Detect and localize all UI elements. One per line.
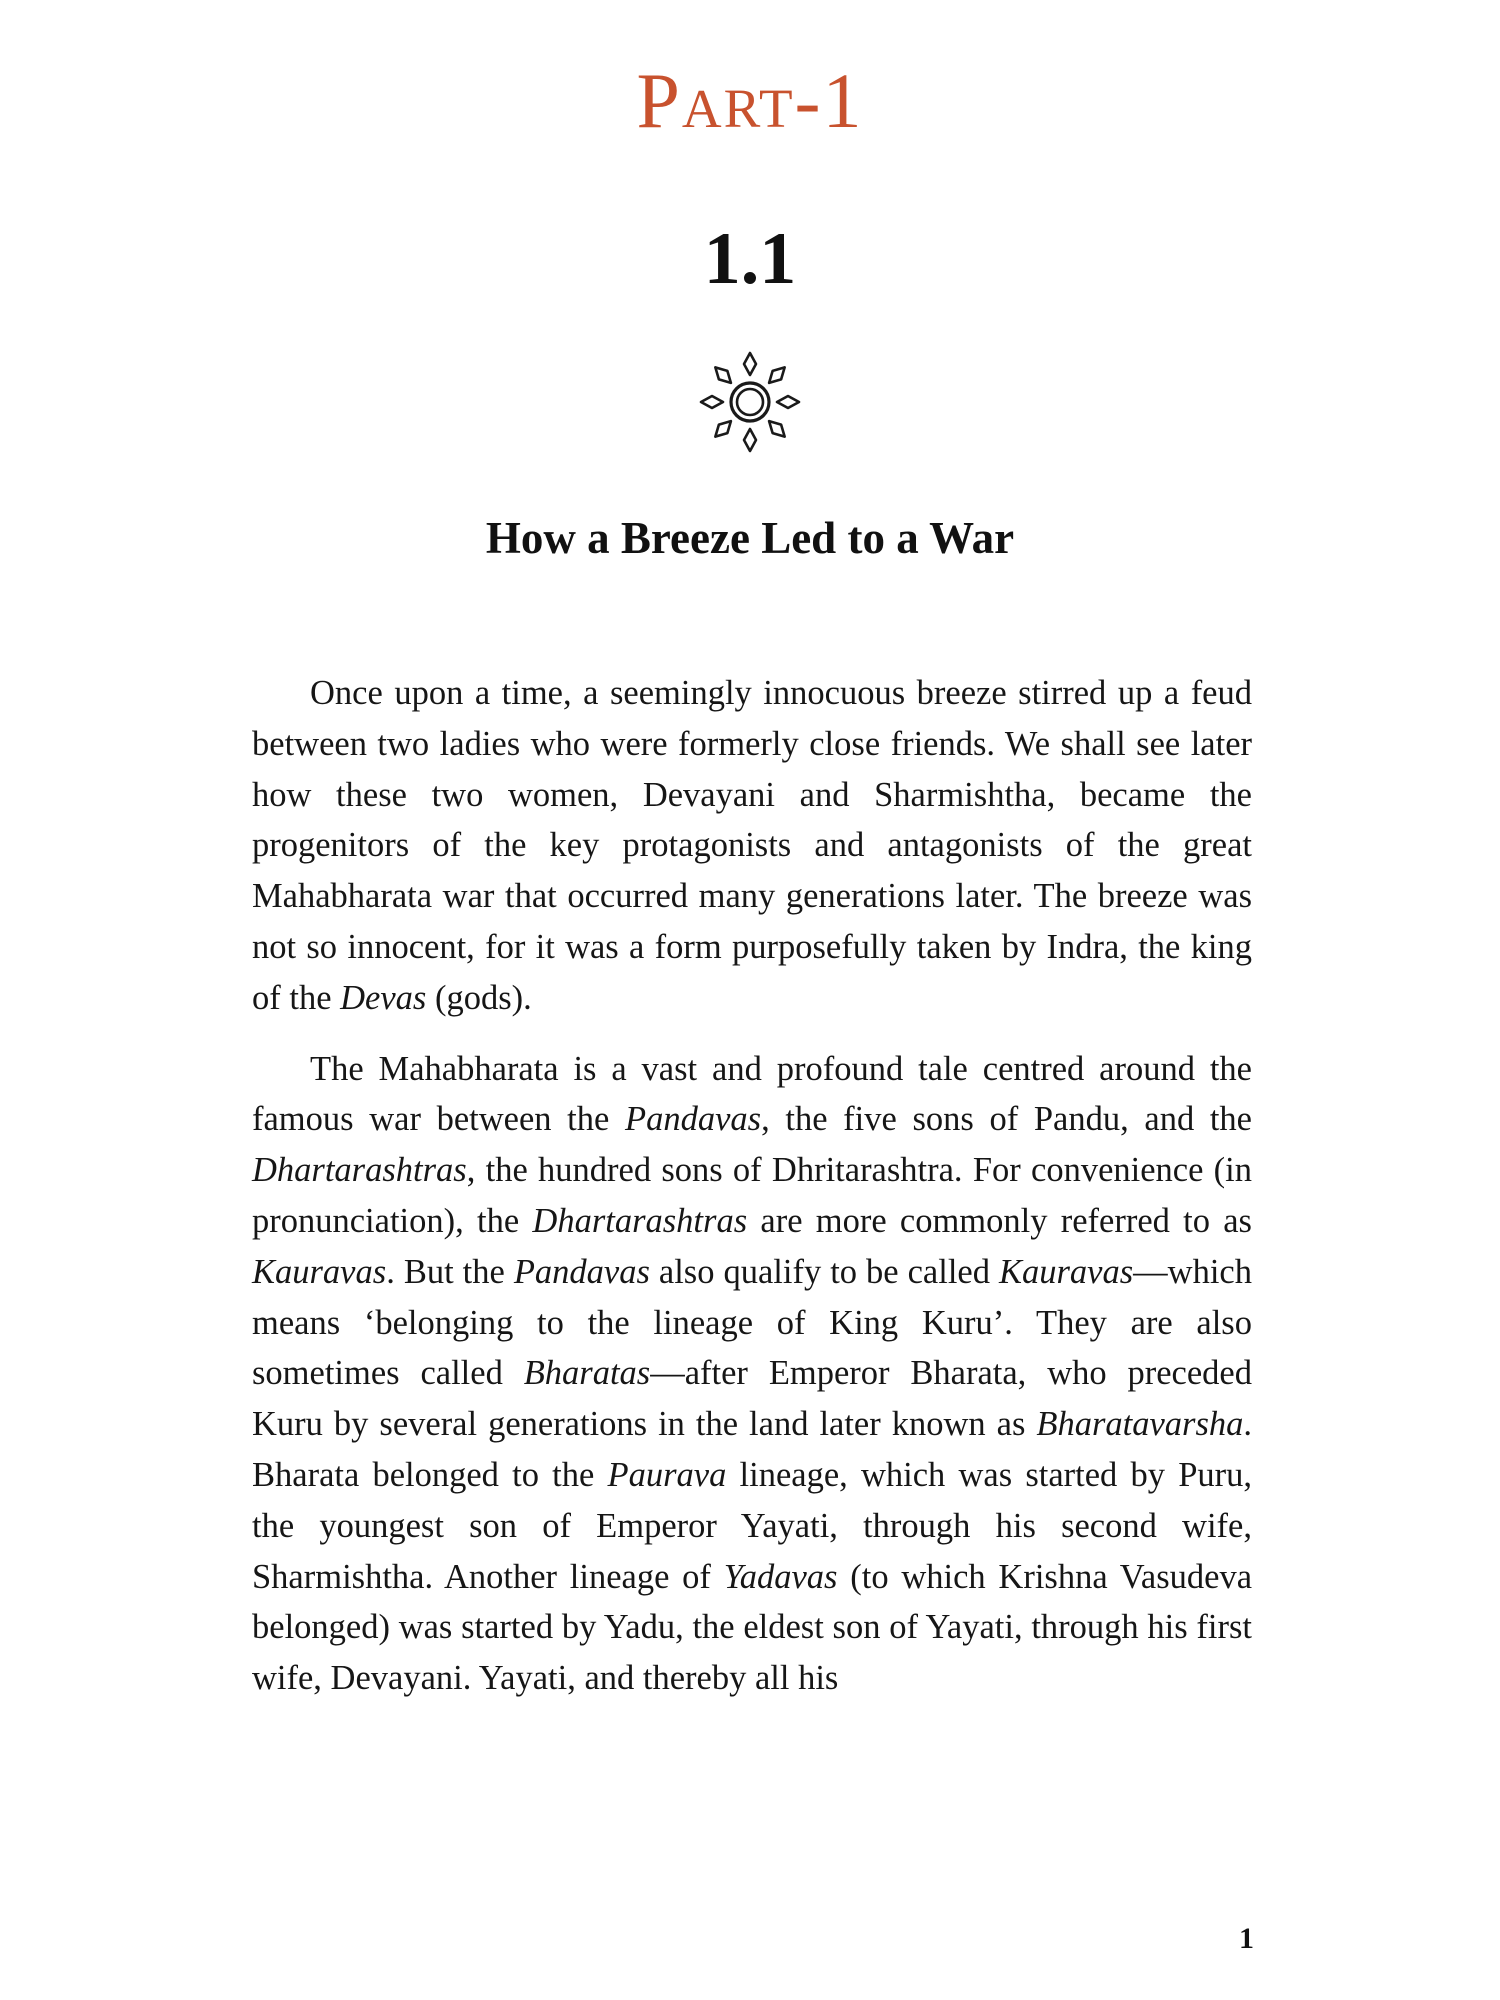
text-run: , the hundred sons of Dhritarashtra. For convenience (in pronunciation), the <box>252 1151 1252 1240</box>
italic-term: Bharatas <box>523 1354 651 1393</box>
text-run: (gods). <box>426 978 532 1017</box>
text-run: lineage, which was started by Puru, the youngest son of Emperor Yayati, through his second wife, Sharmishtha. Another lineage of <box>252 1455 1252 1596</box>
italic-term: Dhartarashtras <box>252 1151 467 1190</box>
text-run: , the five sons of Pandu, and the <box>761 1100 1252 1139</box>
paragraph <box>252 668 1252 1024</box>
part-title: Part-1 <box>636 57 864 144</box>
chapter-ornament <box>0 348 1500 456</box>
chapter-title: How a Breeze Led to a War <box>485 513 1015 563</box>
sun-ornament-icon <box>696 348 804 456</box>
chapter-number: 1.1 <box>703 218 797 300</box>
italic-term: Devas <box>340 978 427 1017</box>
paragraph <box>252 1044 1252 1704</box>
italic-term: Bharatavarsha <box>1036 1405 1244 1444</box>
italic-term: Kauravas <box>252 1252 387 1291</box>
italic-term: Paurava <box>607 1455 727 1494</box>
text-run: also qualify to be called <box>649 1252 999 1291</box>
text-run: . But the <box>386 1252 514 1291</box>
italic-term: Pandavas <box>625 1100 762 1139</box>
text-run: Once upon a time, a seemingly innocuous breeze stirred up a feud between two ladies who were formerly close friends. We shall see later how these two women, Devayani and Sharmishtha, became the progenitors of the key protagonists and antagonists of the great Mahabharata war that occurred many generations later. The breeze was not so innocent, for it was a form purposefully taken by Indra, the king of the <box>252 674 1252 1017</box>
italic-term: Kauravas <box>998 1252 1134 1291</box>
text-run: are more commonly referred to as <box>747 1201 1252 1240</box>
text-run: . Bharata belonged to the <box>252 1405 1252 1494</box>
text-run: —after Emperor Bharata, who preceded Kuru by several generations in the land later known as <box>252 1354 1252 1444</box>
italic-term: Yadavas <box>723 1557 838 1596</box>
text-run: The Mahabharata is a vast and profound tale centred around the famous war between the <box>252 1049 1252 1139</box>
italic-term: Pandavas <box>513 1252 650 1291</box>
page-number: 1 <box>1239 1922 1254 1955</box>
chapter-body <box>252 668 1252 1724</box>
italic-term: Dhartarashtras <box>532 1201 748 1240</box>
text-run: —which means ‘belonging to the lineage of King Kuru’. They are also sometimes called <box>252 1252 1252 1393</box>
text-run: (to which Krishna Vasudeva belonged) was started by Yadu, the eldest son of Yayati, through his first wife, Devayani. Yayati, and thereby all his <box>252 1557 1253 1698</box>
